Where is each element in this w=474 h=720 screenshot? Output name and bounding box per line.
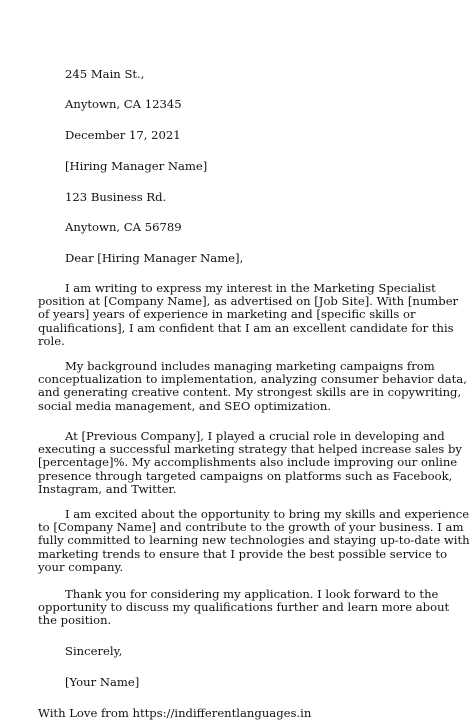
signature-name: [Your Name] (65, 675, 140, 689)
letter-date: December 17, 2021 (65, 128, 181, 142)
sender-city: Anytown, CA 12345 (65, 97, 182, 111)
closing: Sincerely, (65, 644, 123, 658)
body-paragraph-background: My background includes managing marketing campaigns from conceptualization to implementation, analyzing consumer behavior data, and generating creative content. My strongest skills are in copywriting, social media management, and SEO optimization. (38, 359, 467, 413)
footer-credit: With Love from https://indifferentlanguages.in (38, 706, 312, 720)
body-paragraph-experience: At [Previous Company], I played a crucial role in developing and executing a successful marketing strategy that helped increase sales by [percentage]%. My accomplishments also include improving our online presence through targeted campaigns on platforms such as Facebook, Instagram, and Twitter. (38, 429, 462, 496)
sender-street: 245 Main St., (65, 67, 145, 81)
body-paragraph-thanks: Thank you for considering my application. I look forward to the opportunity to discuss my qualifications further and learn more about the position. (38, 587, 450, 628)
recipient-city: Anytown, CA 56789 (65, 220, 182, 234)
body-paragraph-intro: I am writing to express my interest in the Marketing Specialist position at [Company Name], as advertised on [Job Site]. With [number of years] years of experience in marketing and [specific skills or qualifications], I am confident that I am an excellent candidate for this role. (38, 281, 459, 348)
recipient-street: 123 Business Rd. (65, 190, 167, 204)
recipient-name: [Hiring Manager Name] (65, 159, 208, 173)
body-paragraph-motivation: I am excited about the opportunity to bring my skills and experience to [Company Name] and contribute to the growth of your business. I am fully committed to learning new technologies and staying up-to-date with marketing trends to ensure that I provide the best possible service to your company. (38, 507, 470, 574)
salutation: Dear [Hiring Manager Name], (65, 251, 244, 265)
